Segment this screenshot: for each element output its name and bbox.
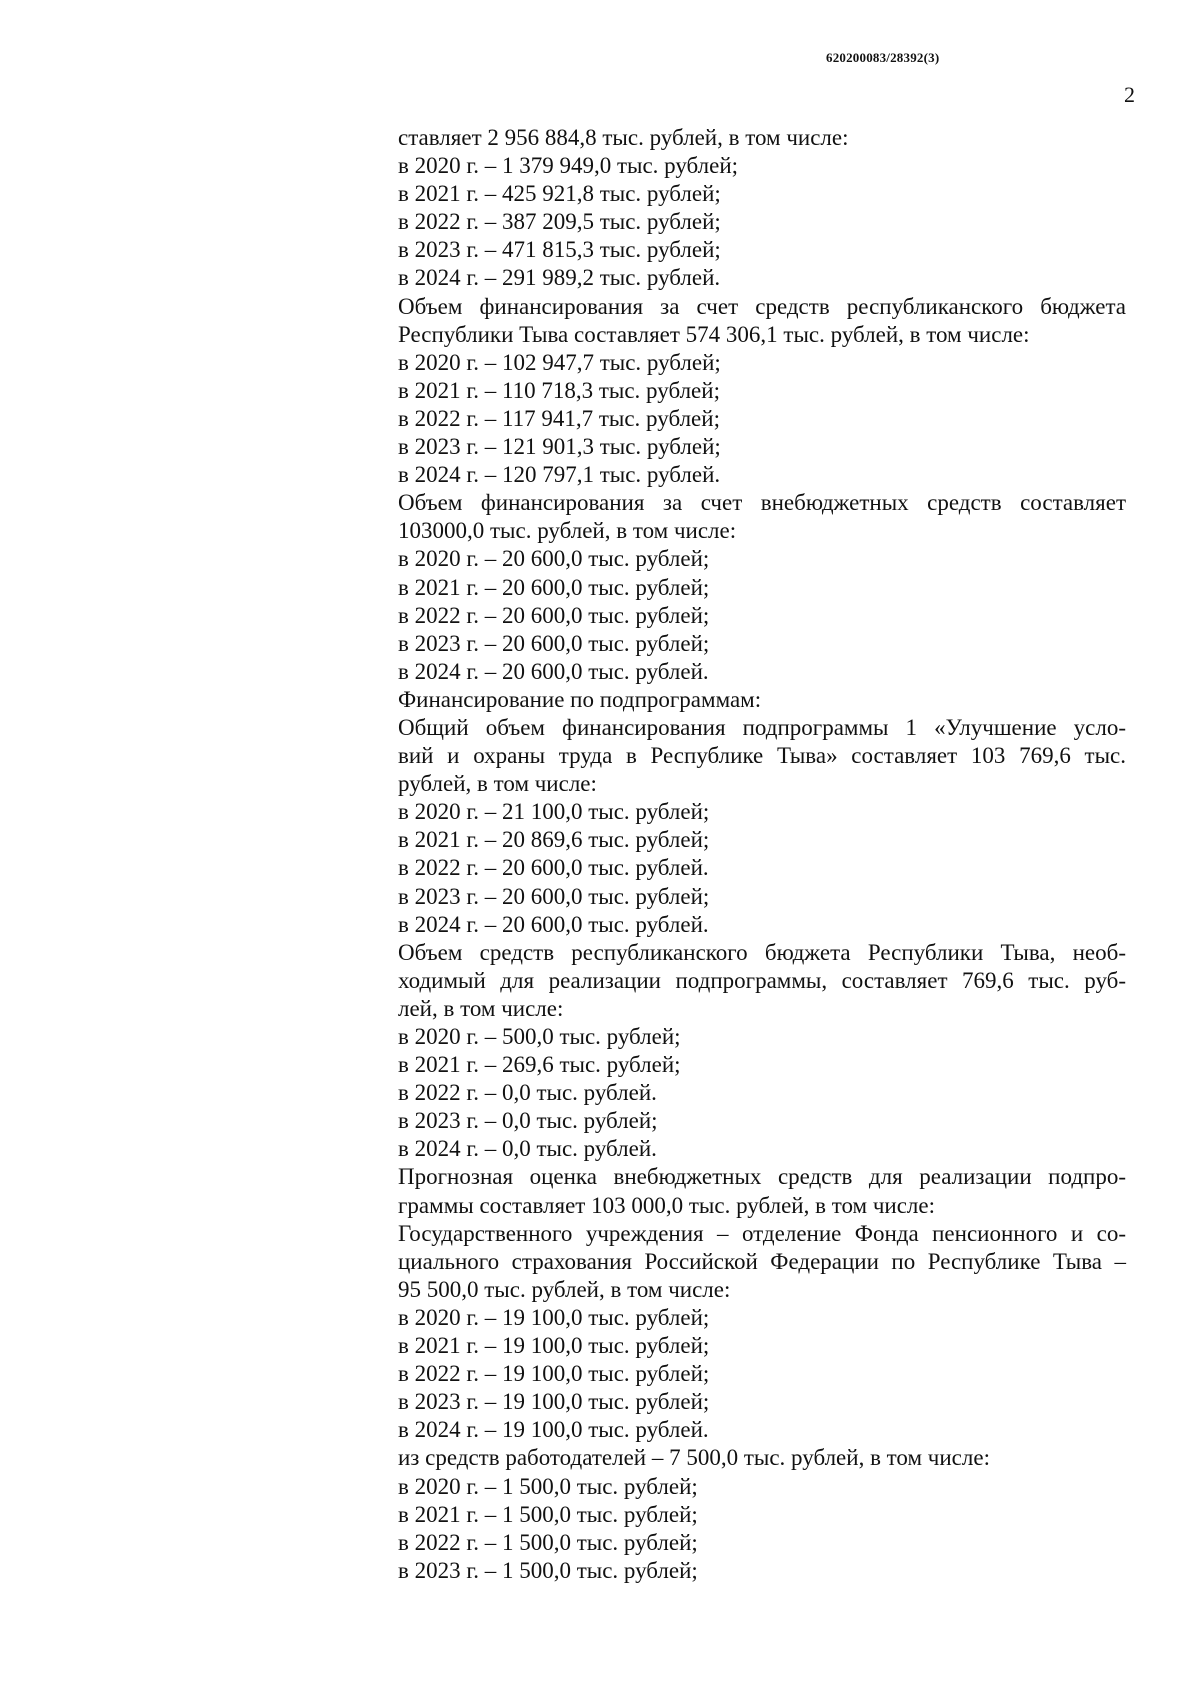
text-line: в 2022 г. – 1 500,0 тыс. рублей; (398, 1529, 698, 1555)
text-line: в 2021 г. – 20 600,0 тыс. рублей; (398, 574, 710, 600)
text-line: в 2022 г. – 20 600,0 тыс. рублей. (398, 855, 709, 881)
text-line: в 2021 г. – 1 500,0 тыс. рублей; (398, 1501, 698, 1527)
text-line: в 2022 г. – 387 209,5 тыс. рублей; (398, 209, 721, 235)
text-line: ходимый для реализации подпрограммы, составляет 769,6 тыс. руб- (398, 967, 1126, 993)
text-line: Государственного учреждения – отделение Фонда пенсионного и со- (398, 1220, 1126, 1246)
text-line: в 2022 г. – 0,0 тыс. рублей. (398, 1080, 657, 1106)
document-id: 620200083/28392(3) (826, 50, 940, 65)
text-line: циального страхования Российской Федерации по Республике Тыва – (398, 1248, 1126, 1274)
text-line: в 2021 г. – 20 869,6 тыс. рублей; (398, 827, 710, 853)
text-line: в 2023 г. – 20 600,0 тыс. рублей; (398, 883, 710, 909)
text-line: в 2024 г. – 19 100,0 тыс. рублей. (398, 1417, 709, 1443)
text-line: в 2023 г. – 19 100,0 тыс. рублей; (398, 1389, 710, 1415)
text-line: в 2021 г. – 19 100,0 тыс. рублей; (398, 1333, 710, 1359)
text-line: Объем финансирования за счет внебюджетных средств составляет (398, 490, 1126, 516)
text-line: в 2024 г. – 0,0 тыс. рублей. (398, 1136, 657, 1162)
text-line: в 2024 г. – 291 989,2 тыс. рублей. (398, 265, 721, 291)
text-line: в 2023 г. – 20 600,0 тыс. рублей; (398, 630, 710, 656)
text-line: ставляет 2 956 884,8 тыс. рублей, в том числе: (398, 125, 849, 150)
text-line: Республики Тыва составляет 574 306,1 тыс. рублей, в том числе: (398, 321, 1030, 347)
text-line: в 2021 г. – 425 921,8 тыс. рублей; (398, 181, 721, 207)
text-line: в 2021 г. – 110 718,3 тыс. рублей; (398, 377, 720, 403)
text-line: в 2024 г. – 20 600,0 тыс. рублей. (398, 911, 709, 937)
text-line: Объем средств республиканского бюджета Республики Тыва, необ- (398, 939, 1126, 965)
text-line: в 2021 г. – 269,6 тыс. рублей; (398, 1052, 681, 1078)
text-line: лей, в том числе: (398, 995, 564, 1021)
text-line: в 2020 г. – 500,0 тыс. рублей; (398, 1024, 681, 1049)
text-line: 95 500,0 тыс. рублей, в том числе: (398, 1276, 731, 1302)
text-line: Объем финансирования за счет средств республиканского бюджета (398, 293, 1126, 319)
text-line: граммы составляет 103 000,0 тыс. рублей, в том числе: (398, 1192, 935, 1218)
text-line: в 2020 г. – 102 947,7 тыс. рублей; (398, 349, 721, 375)
text-line: в 2023 г. – 121 901,3 тыс. рублей; (398, 434, 721, 460)
document-body (398, 124, 1126, 1585)
text-line: в 2022 г. – 19 100,0 тыс. рублей; (398, 1361, 710, 1387)
text-line: рублей, в том числе: (398, 771, 597, 797)
text-line: вий и охраны труда в Республике Тыва» составляет 103 769,6 тыс. (398, 743, 1126, 769)
text-line: 103000,0 тыс. рублей, в том числе: (398, 518, 737, 544)
text-line: в 2020 г. – 1 500,0 тыс. рублей; (398, 1473, 698, 1499)
text-line: в 2023 г. – 471 815,3 тыс. рублей; (398, 237, 721, 263)
text-line: Финансирование по подпрограммам: (398, 686, 762, 712)
text-line: Прогнозная оценка внебюджетных средств для реализации подпро- (398, 1164, 1126, 1190)
text-line: в 2023 г. – 0,0 тыс. рублей; (398, 1108, 658, 1134)
page-number: 2 (1124, 82, 1135, 107)
text-line: в 2022 г. – 117 941,7 тыс. рублей; (398, 405, 720, 431)
text-line: в 2020 г. – 20 600,0 тыс. рублей; (398, 546, 710, 572)
text-line: в 2023 г. – 1 500,0 тыс. рублей; (398, 1557, 698, 1583)
text-line: в 2020 г. – 19 100,0 тыс. рублей; (398, 1304, 710, 1330)
text-line: в 2020 г. – 21 100,0 тыс. рублей; (398, 799, 710, 825)
text-line: в 2024 г. – 120 797,1 тыс. рублей. (398, 462, 721, 488)
text-line: в 2024 г. – 20 600,0 тыс. рублей. (398, 658, 709, 684)
text-line: из средств работодателей – 7 500,0 тыс. рублей, в том числе: (398, 1445, 990, 1471)
text-line: в 2022 г. – 20 600,0 тыс. рублей; (398, 602, 710, 628)
text-line: Общий объем финансирования подпрограммы 1 «Улучшение усло- (398, 714, 1126, 740)
text-line: в 2020 г. – 1 379 949,0 тыс. рублей; (398, 153, 739, 179)
